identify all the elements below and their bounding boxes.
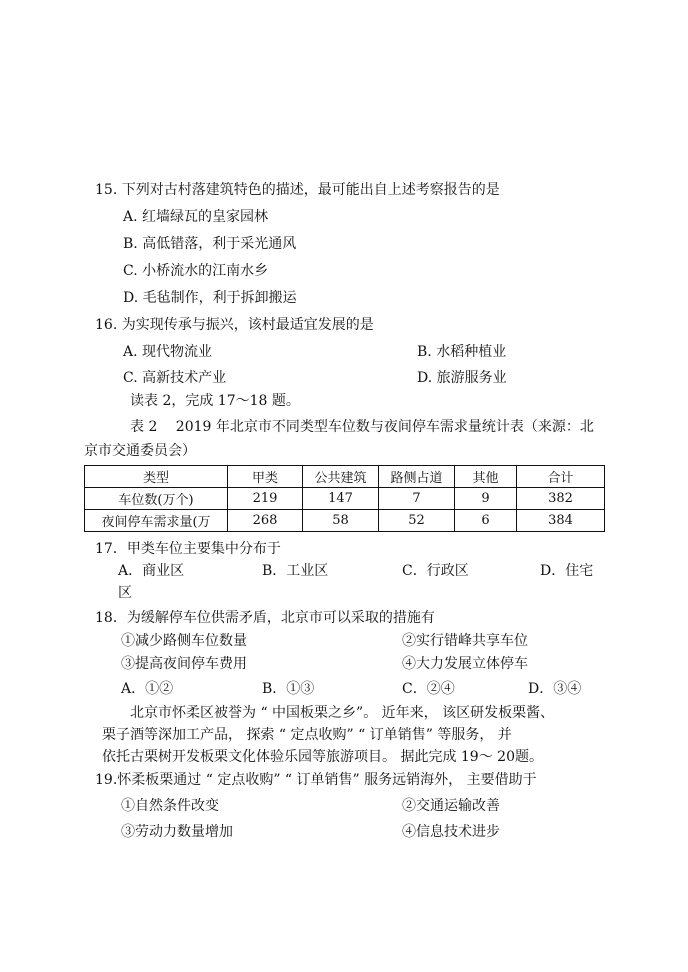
q17-option-a: A．商业区 [118,563,185,579]
intro-table-2: 读表 2，完成 17～18 题。 [130,393,300,409]
q16-stem: 16. 为实现传承与振兴，该村最适宜发展的是 [95,317,374,333]
table-row [85,488,605,510]
table-cell: 268 [228,510,303,532]
q15-option-a: A. 红墙绿瓦的皇家园林 [123,209,269,225]
q15-option-c: C. 小桥流水的江南水乡 [123,263,269,279]
table-caption-line1: 表 2 2019 年北京市不同类型车位数与夜间停车需求量统计表（来源：北 [130,419,594,435]
table-header-cell: 其他 [455,466,517,488]
table-cell: 6 [455,510,517,532]
q15-stem: 15. 下列对古村落建筑特色的描述，最可能出自上述考察报告的是 [95,182,500,198]
table-header-cell: 公共建筑 [303,466,379,488]
q18-option-a: A．①② [121,681,174,697]
q18-stem: 18．为缓解停车位供需矛盾，北京市可以采取的措施有 [95,610,435,626]
table-cell: 384 [517,510,605,532]
q19-item-3: ③劳动力数量增加 [121,824,233,840]
q19-item-4: ④信息技术进步 [402,824,500,840]
table-row [85,510,605,532]
q19-stem: 19.怀柔板栗通过 “ 定点收购” “ 订单销售” 服务远销海外， 主要借助于 [95,772,537,788]
table-cell: 夜间停车需求量(万 [85,510,228,532]
q16-option-d: D. 旅游服务业 [417,370,507,386]
q16-option-a: A. 现代物流业 [123,344,213,360]
q15-option-d: D. 毛毡制作，利于拆卸搬运 [123,290,297,306]
table-caption-line2: 京市交通委员会） [84,443,196,459]
q19-item-2: ②交通运输改善 [402,798,500,814]
table-cell: 7 [379,488,455,510]
table-cell: 382 [517,488,605,510]
q18-item-4: ④大力发展立体停车 [402,656,528,672]
q18-item-3: ③提高夜间停车费用 [121,656,247,672]
q18-item-1: ①减少路侧车位数量 [121,633,247,649]
q17-option-b: B．工业区 [262,563,329,579]
passage-line3: 依托古栗树开发板栗文化体验乐园等旅游项目。 据此完成 19～ 20题。 [102,749,543,765]
q15-option-b: B. 高低错落，利于采光通风 [123,236,297,252]
table-header-row [85,466,605,488]
table-cell: 车位数(万个) [85,488,228,510]
q19-item-1: ①自然条件改变 [121,798,219,814]
q17-option-d-wrap: 区 [118,585,132,601]
passage-line2: 栗子酒等深加工产品， 探索 “ 定点收购” “ 订单销售” 等服务， 并 [102,727,512,743]
q17-option-c: C．行政区 [402,563,469,579]
q18-item-2: ②实行错峰共享车位 [402,633,528,649]
q18-option-d: D．③④ [528,681,582,697]
table-cell: 52 [379,510,455,532]
table-cell: 147 [303,488,379,510]
q16-option-b: B. 水稻种植业 [417,344,507,360]
parking-stats-table [84,465,605,532]
q16-option-c: C. 高新技术产业 [123,370,227,386]
table-header-cell: 路侧占道 [379,466,455,488]
table-header-cell: 甲类 [228,466,303,488]
q18-option-c: C．②④ [402,681,455,697]
table-cell: 219 [228,488,303,510]
table-header-cell: 类型 [85,466,228,488]
table-cell: 9 [455,488,517,510]
passage-line1: 北京市怀柔区被誉为 “ 中国板栗之乡”。 近年来， 该区研发板栗酱、 [130,705,555,721]
q18-option-b: B．①③ [262,681,315,697]
table-header-cell: 合计 [517,466,605,488]
q17-option-d: D．住宅 [540,563,594,579]
q17-stem: 17．甲类车位主要集中分布于 [95,541,281,557]
table-cell: 58 [303,510,379,532]
